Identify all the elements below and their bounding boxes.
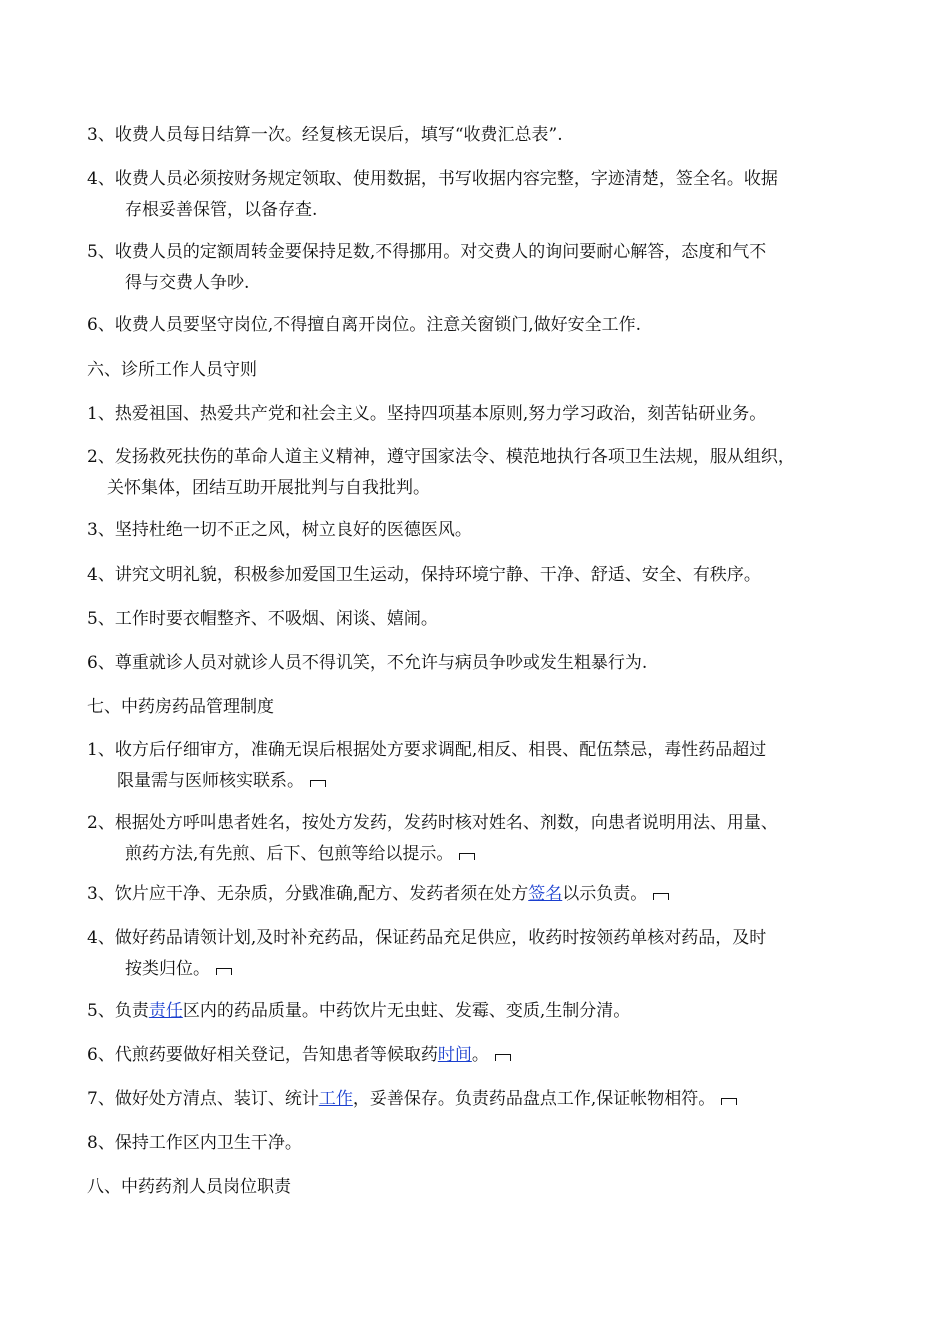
item-s7-4 (87, 923, 887, 985)
item-s7-1 (87, 735, 887, 797)
item-s7-2 (87, 808, 887, 870)
link-time[interactable]: 时间 (437, 1045, 472, 1065)
item-text-tail: ，妥善保存。负责药品盘点工作,保证帐物相符。 (352, 1089, 716, 1109)
item-text-tail: 区内的药品质量。中药饮片无虫蛀、发霉、变质,生制分清。 (182, 1001, 631, 1021)
item-text-line1: 1、收方后仔细审方，准确无误后根据处方要求调配,相反、相畏、配伍禁忌，毒性药品超过 (87, 740, 767, 760)
heading-text: 六、诊所工作人员守则 (87, 360, 257, 380)
item-s6-3 (87, 515, 887, 546)
item-text-line1: 4、做好药品请领计划,及时补充药品，保证药品充足供应，收药时按领药单核对药品，及时 (87, 928, 767, 948)
item-text: 3、饮片应干净、无杂质，分戥准确,配方、发药者须在处方 (87, 884, 529, 904)
section-heading-8 (87, 1172, 887, 1203)
item-text: 5、负责 (87, 1001, 149, 1021)
item-s6-1 (87, 399, 887, 430)
item-s6-6 (87, 648, 887, 679)
return-mark-icon (459, 853, 475, 860)
item-text-line1: 5、收费人员的定额周转金要保持足数,不得挪用。对交费人的询问要耐心解答，态度和气不 (87, 242, 767, 262)
item-s5-3 (87, 120, 887, 151)
item-text: 3、坚持杜绝一切不正之风，树立良好的医德医风。 (87, 520, 472, 540)
section-heading-6 (87, 355, 887, 386)
item-text-line2: 限量需与医师核实联系。 (117, 771, 304, 791)
return-mark-icon (216, 968, 232, 975)
return-mark-icon (721, 1098, 737, 1105)
return-mark-icon (653, 893, 669, 900)
return-mark-icon (495, 1054, 511, 1061)
section-heading-7 (87, 692, 887, 723)
item-text-line2: 煎药方法,有先煎、后下、包煎等给以提示。 (125, 844, 454, 864)
return-mark-icon (310, 780, 326, 787)
item-text-tail: 以示负责。 (562, 884, 648, 904)
heading-text: 八、中药药剂人员岗位职责 (87, 1177, 291, 1197)
item-s5-4 (87, 164, 887, 226)
item-s7-6 (87, 1040, 887, 1071)
item-text: 6、收费人员要坚守岗位,不得擅自离开岗位。注意关窗锁门,做好安全工作. (87, 315, 642, 335)
item-text-line2: 得与交费人争吵. (125, 273, 250, 293)
item-text: 6、尊重就诊人员对就诊人员不得讥笑，不允许与病员争吵或发生粗暴行为. (87, 653, 648, 673)
item-text-tail: 。 (471, 1045, 489, 1065)
item-text: 5、工作时要衣帽整齐、不吸烟、闲谈、嬉闹。 (87, 609, 438, 629)
link-signature[interactable]: 签名 (528, 884, 563, 904)
item-s7-5 (87, 996, 887, 1027)
item-text-line1: 2、发扬救死扶伤的革命人道主义精神，遵守国家法令、模范地执行各项卫生法规，服从组织， (87, 447, 795, 467)
item-text-line2: 存根妥善保管，以备存查. (125, 200, 318, 220)
item-text: 6、代煎药要做好相关登记，告知患者等候取药 (87, 1045, 438, 1065)
item-text-line1: 4、收费人员必须按财务规定领取、使用数据，书写收据内容完整，字迹清楚，签全名。收据 (87, 169, 778, 189)
item-text: 3、收费人员每日结算一次。经复核无误后，填写“收费汇总表”. (87, 125, 563, 145)
link-work[interactable]: 工作 (318, 1089, 353, 1109)
item-text: 7、做好处方清点、装订、统计 (87, 1089, 319, 1109)
item-s7-3 (87, 879, 887, 910)
item-text: 4、讲究文明礼貌，积极参加爱国卫生运动，保持环境宁静、干净、舒适、安全、有秩序。 (87, 565, 761, 585)
heading-text: 七、中药房药品管理制度 (87, 697, 274, 717)
item-text-line1: 2、根据处方呼叫患者姓名，按处方发药，发药时核对姓名、剂数，向患者说明用法、用量、 (87, 813, 778, 833)
item-s6-4 (87, 560, 887, 591)
item-s6-5 (87, 604, 887, 635)
item-s5-5 (87, 237, 887, 299)
item-text-line2: 按类归位。 (125, 959, 210, 979)
item-s5-6 (87, 310, 887, 341)
item-text-line2: 关怀集体，团结互助开展批判与自我批判。 (107, 478, 430, 498)
item-text: 1、热爱祖国、热爱共产党和社会主义。坚持四项基本原则,努力学习政治，刻苦钻研业务。 (87, 404, 767, 424)
item-s7-8 (87, 1128, 887, 1159)
item-s7-7 (87, 1084, 887, 1115)
item-s6-2 (87, 442, 887, 504)
item-text: 8、保持工作区内卫生干净。 (87, 1133, 302, 1153)
link-responsibility[interactable]: 责任 (148, 1001, 183, 1021)
